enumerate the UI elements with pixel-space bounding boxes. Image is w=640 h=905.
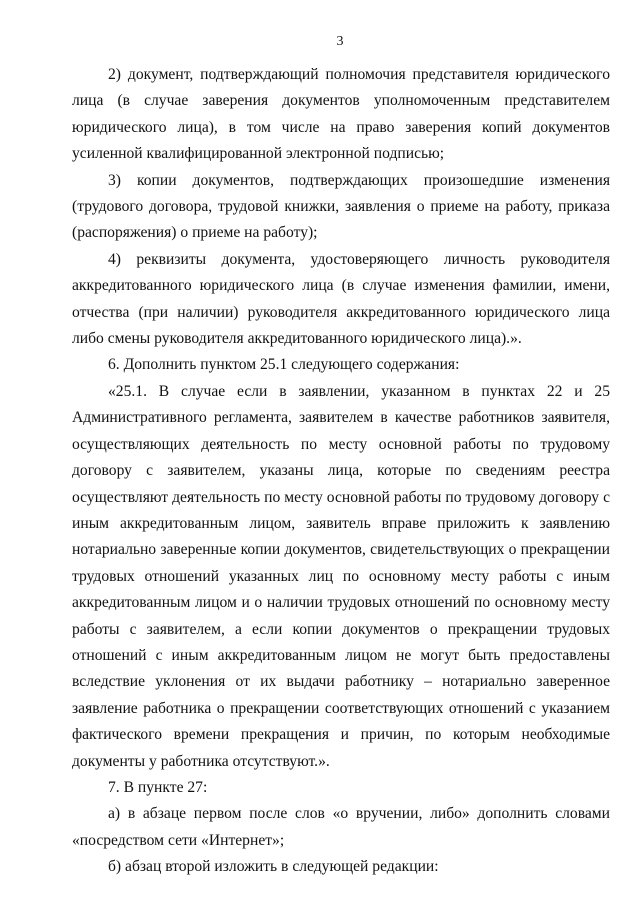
paragraph-point-6: 6. Дополнить пунктом 25.1 следующего содержания: [108,356,460,374]
paragraph-point-7: 7. В пункте 27: [108,778,208,796]
document-body [72,62,610,881]
paragraph-item-4: 4) реквизиты документа, удостоверяющего личность руководителя аккредитованного юридического лица (в случае изменения фамилии, имени, отчества (при наличии) руководителя аккредитованного юридического лица либо смены руководителя аккредитованного юридического лица).». [72,250,610,348]
paragraph-item-3: 3) копии документов, подтверждающих произошедшие изменения (трудового договора, трудовой книжки, заявления о приеме на работу, приказа (распоряжения) о приеме на работу); [72,171,610,242]
paragraph-item-2: 2) документ, подтверждающий полномочия представителя юридического лица (в случае заверения документов уполномоченным представителем юридического лица), в том числе на право заверения копий документов усиленной квалифицированной электронной подписью; [72,66,610,163]
paragraph-subitem-b: б) абзац второй изложить в следующей редакции: [108,858,439,876]
paragraph-quoted-25-1: «25.1. В случае если в заявлении, указанном в пунктах 22 и 25 Административного регламента, заявителем в качестве работников заявителя, осуществляющих деятельность по месту основной работы по трудовому договору с заявителем, указаны лица, которые по сведениям реестра осуществляют деятельность по месту основной работы по трудовому договору с иным аккредитованным лицом, заявитель вправе приложить к заявлению нотариально заверенные копии документов, свидетельствующих о прекращении трудовых отношений указанных лиц по основному месту работы с иным аккредитованным лицом и о наличии трудовых отношений по основному месту работы с заявителем, а если копии документов о прекращении трудовых отношений с иным аккредитованным лицом не могут быть предоставлены вследствие уклонения от их выдачи работнику – нотариально заверенное заявление работника о прекращении соответствующих отношений с указанием фактического времени прекращения и причин, по которым необходимые документы у работника отсутствуют.». [72,382,610,770]
page-number: 3 [336,34,344,49]
paragraph-subitem-a: а) в абзаце первом после слов «о вручении, либо» дополнить словами «посредством сети «Интернет»; [72,805,610,849]
